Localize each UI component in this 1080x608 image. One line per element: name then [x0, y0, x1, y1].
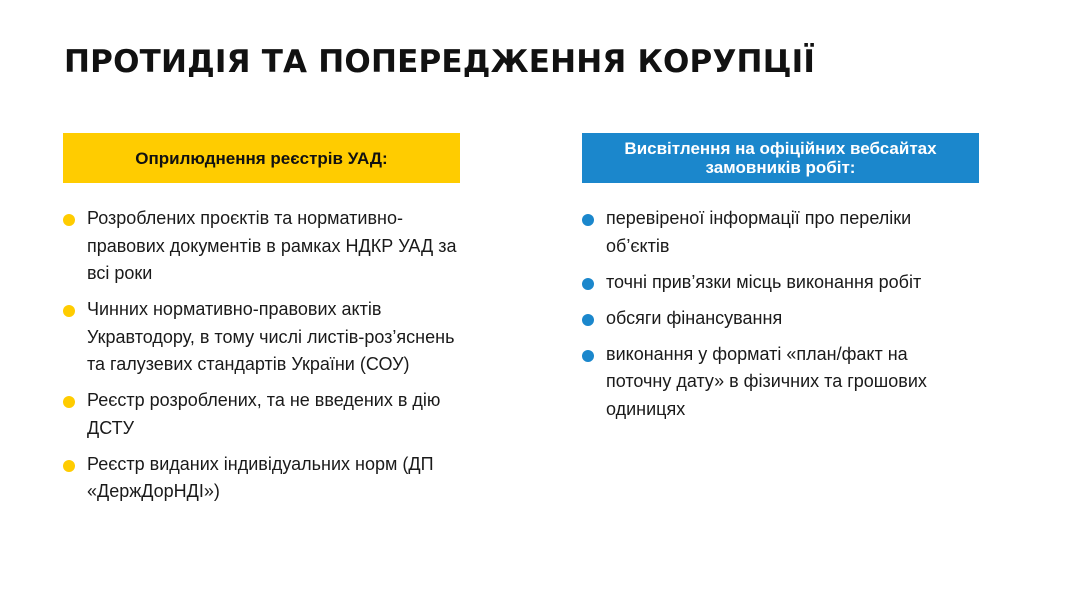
list-item	[582, 205, 966, 260]
blue-bullet-icon	[582, 214, 594, 226]
yellow-bullet-icon	[63, 214, 75, 226]
list-item-text: виконання у форматі «план/факт на поточну дату» в фізичних та грошових одиницях	[606, 343, 927, 419]
blue-bullet-icon	[582, 278, 594, 290]
list-item	[582, 305, 966, 333]
list-item	[63, 205, 467, 288]
list-item	[582, 269, 966, 297]
yellow-bullet-icon	[63, 305, 75, 317]
list-item-text: Реєстр виданих індивідуальних норм (ДП «ДержДорНДІ»)	[87, 453, 434, 501]
list-item-text: обсяги фінансування	[606, 307, 783, 328]
list-item	[63, 451, 467, 506]
left-column	[63, 133, 460, 514]
right-column	[582, 133, 979, 432]
list-item	[63, 296, 467, 379]
list-item-text: Чинних нормативно-правових актів Укравтодору, в тому числі листів-роз’яснень та галузевих стандартів України (СОУ)	[87, 299, 455, 374]
blue-bullet-icon	[582, 350, 594, 362]
list-item	[63, 387, 467, 442]
yellow-bullet-icon	[63, 460, 75, 472]
slide-title: ПРОТИДІЯ ТА ПОПЕРЕДЖЕННЯ КОРУПЦІЇ	[64, 44, 816, 80]
right-column-header: Висвітлення на офіційних вебсайтах замовників робіт:	[582, 133, 979, 183]
list-item-text: точні прив’язки місць виконання робіт	[606, 271, 922, 292]
list-item-text: Реєстр розроблених, та не введених в дію ДСТУ	[87, 390, 441, 438]
blue-bullet-icon	[582, 314, 594, 326]
yellow-bullet-icon	[63, 396, 75, 408]
right-bullet-list	[582, 205, 979, 423]
left-column-header: Оприлюднення реєстрів УАД:	[63, 133, 460, 183]
list-item-text: Розроблених проєктів та нормативно-правових документів в рамках НДКР УАД за всі роки	[87, 208, 457, 283]
list-item-text: перевіреної інформації про переліки об’єктів	[606, 208, 912, 256]
left-bullet-list	[63, 205, 460, 506]
list-item	[582, 341, 966, 424]
